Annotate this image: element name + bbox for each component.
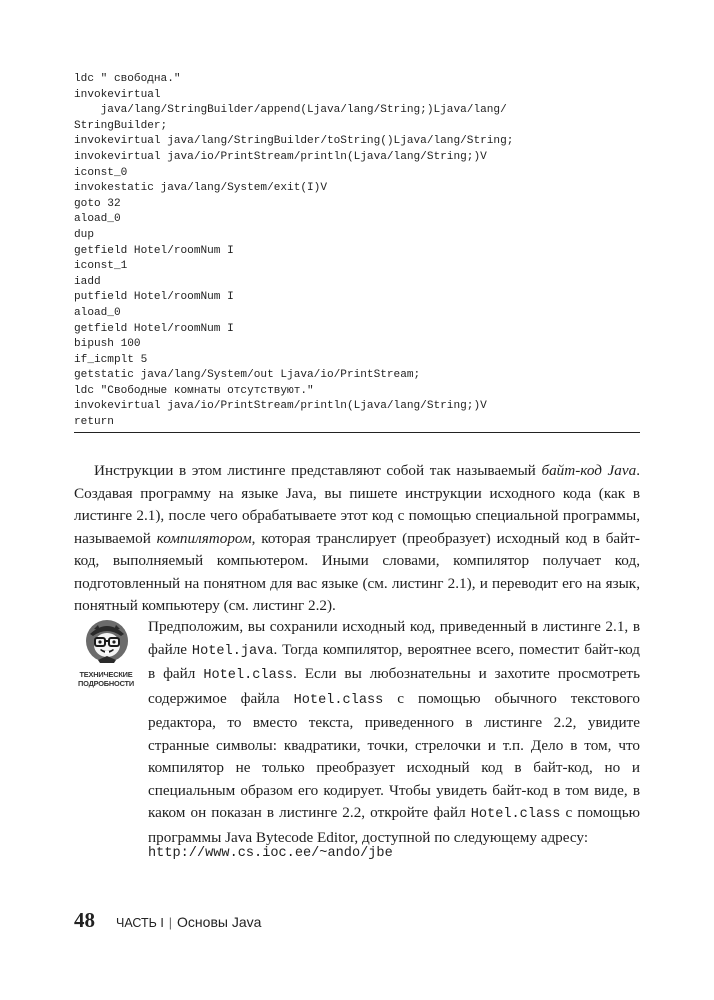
code-line: goto 32 (74, 197, 121, 210)
code-line: return (74, 416, 114, 429)
code-line: if_icmplt 5 (74, 353, 148, 366)
paragraph-text: Инструкции в этом листинге представляют собой так называемый (94, 462, 542, 479)
code-line: iadd (74, 275, 101, 288)
code-line: getfield Hotel/roomNum I (74, 244, 234, 257)
code-line: ldc " свободна." (74, 73, 181, 85)
note-text: Предположим, вы сохранили исходный код, приведенный в листинге 2.1, в файле (148, 618, 640, 658)
code-line: invokestatic java/lang/System/exit(I)V (74, 182, 327, 195)
paragraph-text: . Создавая программу на языке Java, вы пишете инструкции исходного кода (как в листинге 2.1), после чего обрабатываете этот код с помощью специальной программы, называемой (74, 462, 640, 547)
code-line: dup (74, 228, 94, 241)
code-line: aload_0 (74, 213, 121, 226)
note-text: с помощью обычного текстового редактора, то вместо текста, приведенного в листинге 2.2, увидите странные символы: квадратики, точки, стрелочки и т.п. Дело в том, что компилятор не только преобразует исходный код в байт-код, но и специальным образом его кодирует. Чтобы увидеть байт-код в том виде, в каком он показан в листинге 2.2, откройте файл (148, 689, 640, 821)
code-line: StringBuilder; (74, 119, 168, 132)
code-line: getfield Hotel/roomNum I (74, 322, 234, 335)
code-line: bipush 100 (74, 338, 141, 351)
note-text: . Если вы любознательны и захотите просмотреть содержимое файла (148, 665, 640, 707)
listing-bottom-rule (74, 432, 640, 433)
note-text: . Тогда компилятор, вероятнее всего, поместит байт-код в файл (148, 640, 640, 682)
code-line: getstatic java/lang/System/out Ljava/io/PrintStream; (74, 369, 421, 382)
code-line: iconst_0 (74, 166, 128, 179)
code-listing (74, 72, 640, 431)
note-text: с помощью программы Java Bytecode Editor, доступной по следующему адресу: (148, 804, 640, 846)
part-label: ЧАСТЬ I (116, 916, 164, 930)
code-line: invokevirtual java/io/PrintStream/println(Ljava/lang/String;)V (74, 150, 487, 163)
term-bytecode: байт-код Java (541, 462, 637, 479)
code-line: ldc "Свободные комнаты отсутствуют." (74, 384, 314, 397)
code-line: invokevirtual java/io/PrintStream/println(Ljava/lang/String;)V (74, 400, 487, 413)
tech-details-label: ТЕХНИЧЕСКИЕ ПОДРОБНОСТИ (78, 670, 134, 688)
paragraph-text: , которая транслирует (преобразует) исходный код в байт-код, выполняемый компьютером. Иными словами, компилятор получает код, подготовленный на понятном для вас языке (см. листинг 2.1), и переводит его на язык, понятный компьютеру (см. листинг 2.2). (74, 529, 640, 614)
filename: Hotel.class (203, 668, 294, 683)
code-line: invokevirtual (74, 88, 161, 101)
filename: Hotel.class (293, 692, 384, 708)
jbe-url: http://www.cs.ioc.ee/~ando/jbe (148, 846, 393, 861)
filename: Hotel.class (470, 807, 561, 822)
code-line: putfield Hotel/roomNum I (74, 291, 234, 304)
code-line: invokevirtual java/lang/StringBuilder/toString()Ljava/lang/String; (74, 135, 514, 148)
code-line: java/lang/StringBuilder/append(Ljava/lang/String;)Ljava/lang/ (74, 104, 507, 117)
body-paragraph (74, 460, 640, 618)
term-compiler: компилятором (156, 529, 252, 547)
page-number: 48 (74, 908, 95, 932)
running-head (116, 914, 261, 930)
filename: Hotel.java (191, 643, 274, 659)
code-line: aload_0 (74, 306, 121, 319)
tech-note-text (148, 616, 640, 849)
book-title: Основы Java (177, 914, 262, 930)
code-line: iconst_1 (74, 260, 128, 273)
nerd-face-icon (84, 616, 130, 664)
separator: | (168, 916, 173, 930)
